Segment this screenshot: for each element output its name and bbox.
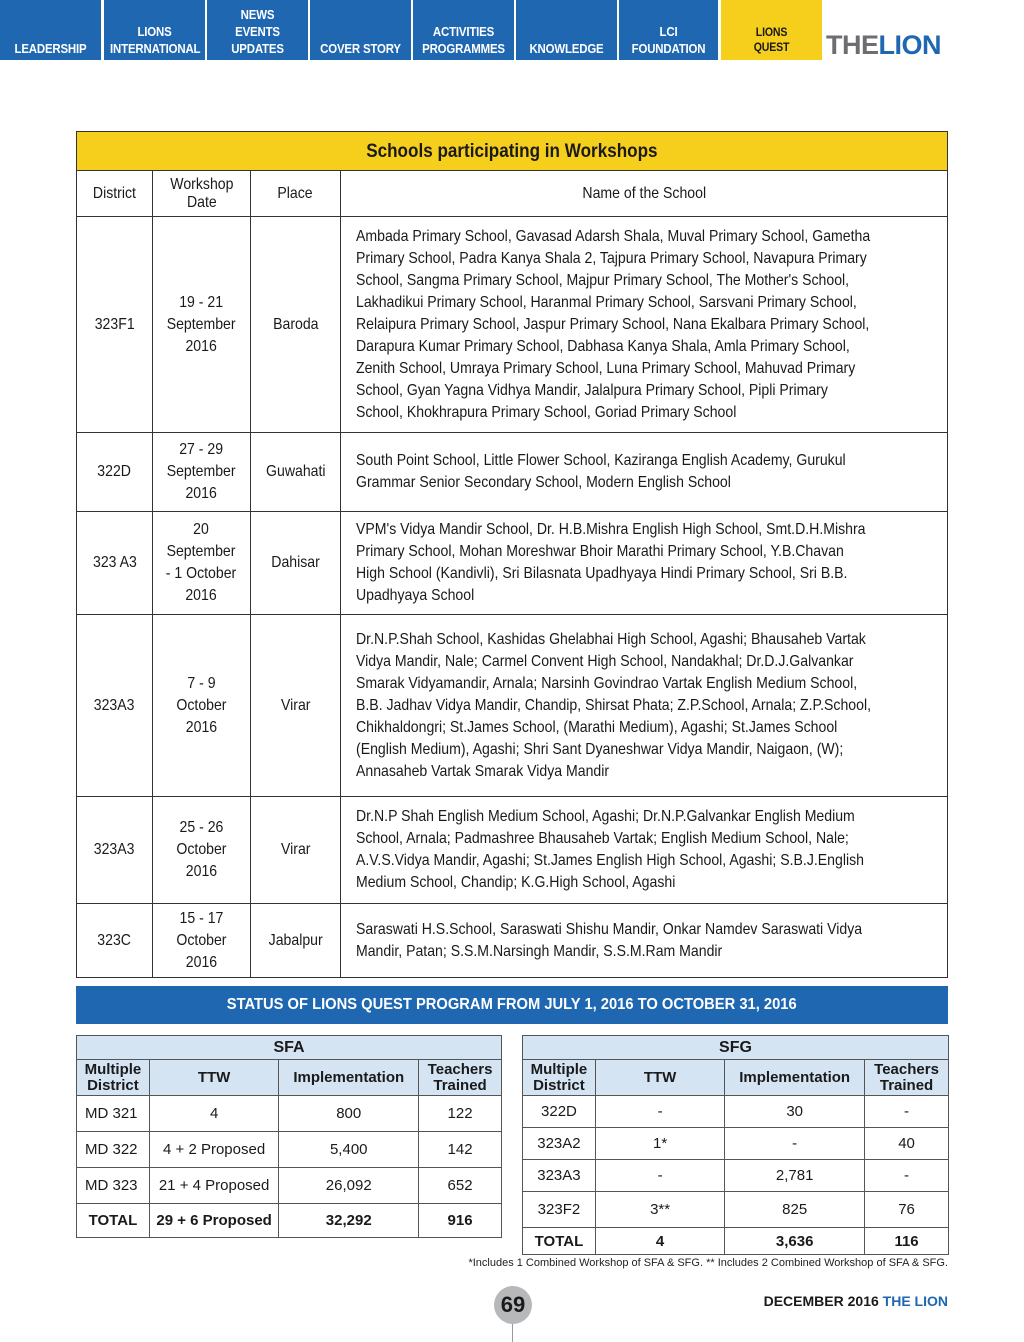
column-header-text: Teachers Trained — [874, 1060, 939, 1094]
place-text: Jabalpur — [268, 931, 323, 949]
header-workshop-date — [153, 171, 251, 216]
place-text: Virar — [280, 696, 311, 714]
nav-tab-label: UPDATES — [231, 41, 284, 56]
row-schools — [341, 433, 947, 511]
table-row — [77, 615, 947, 797]
footer-issue — [764, 1293, 948, 1309]
cell-implementation: 32,292 — [279, 1204, 419, 1238]
cell-district: 322D — [523, 1096, 596, 1128]
place-text: Virar — [280, 841, 311, 858]
table-row — [77, 1168, 502, 1204]
table-row — [77, 797, 947, 904]
nav-tab-label: KNOWLEDGE — [529, 41, 604, 56]
sfg-table — [522, 1035, 949, 1255]
cell-district: 323A3 — [523, 1160, 596, 1192]
cell-ttw: 1* — [595, 1128, 724, 1160]
column-header-implementation: Implementation — [725, 1060, 865, 1096]
cell-district: MD 322 — [77, 1132, 150, 1168]
nav-tab-label: LCI — [659, 24, 678, 39]
row-district — [77, 512, 153, 614]
date-text: 19 - 21 September 2016 — [167, 293, 236, 355]
cell-implementation: - — [725, 1128, 865, 1160]
nav-tab-label: PROGRAMMES — [422, 41, 505, 56]
cell-district: MD 323 — [77, 1168, 150, 1204]
header-district — [77, 171, 153, 216]
cell-district: MD 321 — [77, 1096, 150, 1132]
row-date — [153, 904, 251, 977]
row-schools — [341, 904, 947, 977]
page-number: 69 — [500, 1292, 526, 1317]
nav-tab-label: LIONS — [137, 24, 172, 39]
column-header-text: Multiple District — [84, 1060, 142, 1094]
table-row — [523, 1192, 949, 1228]
cell-implementation: 26,092 — [279, 1168, 419, 1204]
nav-tab-lions-international[interactable] — [104, 0, 205, 60]
header-place-text: Place — [277, 184, 314, 202]
table-row — [77, 904, 947, 977]
header-name-text: Name of the School — [582, 184, 706, 202]
nav-tab-label: ACTIVITIES — [432, 24, 495, 39]
header-district-text: District — [92, 184, 137, 202]
cell-implementation: 2,781 — [725, 1160, 865, 1192]
footer-magazine-name: THE LION — [882, 1293, 948, 1309]
schools-text: Dr.N.P Shah English Medium School, Agashi; Dr.N.P.Galvankar English Medium School, Arnala; Padmashree Bhausaheb Vartak; English Medium School, Nale; A.V.S.Vidya Mandir, Agashi; St.James English High School, Agashi; S.B.J.English Medium School, Chandip; K.G.High School, Agashi — [356, 808, 864, 891]
cell-ttw: 4 — [149, 1096, 279, 1132]
status-banner — [76, 986, 948, 1024]
row-schools — [341, 615, 947, 796]
district-text: 322D — [97, 463, 132, 480]
column-header-district — [77, 1060, 150, 1096]
row-district — [77, 433, 153, 511]
cell-ttw: - — [595, 1096, 724, 1128]
district-text: 323A3 — [94, 841, 135, 858]
schools-table-header-row — [77, 171, 947, 217]
row-place — [251, 615, 341, 796]
table-row — [77, 1096, 502, 1132]
column-header-implementation: Implementation — [279, 1060, 419, 1096]
schools-text: Saraswati H.S.School, Saraswati Shishu Mandir, Onkar Namdev Saraswati Vidya Mandir, Patan; S.S.M.Narsingh Mandir, S.S.M.Ram Mandir — [356, 920, 863, 960]
nav-tab-leadership[interactable] — [0, 0, 101, 60]
row-date — [153, 217, 251, 432]
row-date — [153, 615, 251, 796]
place-text: Baroda — [272, 315, 319, 333]
cell-teachers: 116 — [865, 1228, 949, 1255]
date-text: 15 - 17 October 2016 — [176, 909, 227, 971]
cell-ttw: - — [595, 1160, 724, 1192]
schools-text: South Point School, Little Flower School, Kaziranga English Academy, Gurukul Grammar Senior Secondary School, Modern English School — [356, 452, 846, 491]
sfg-caption: SFG — [523, 1036, 949, 1060]
header-place — [251, 171, 341, 216]
cell-teachers: 76 — [865, 1192, 949, 1228]
schools-table-title — [77, 132, 947, 171]
cell-implementation: 800 — [279, 1096, 419, 1132]
cell-district: 323A2 — [523, 1128, 596, 1160]
cell-implementation: 825 — [725, 1192, 865, 1228]
cell-district: 323F2 — [523, 1192, 596, 1228]
row-district — [77, 904, 153, 977]
nav-tab-label: INTERNATIONAL — [110, 41, 201, 56]
nav-tab-label: QUEST — [753, 40, 790, 54]
nav-tab-activities-programmes[interactable] — [413, 0, 514, 60]
column-header-ttw: TTW — [149, 1060, 279, 1096]
nav-tab-knowledge[interactable] — [516, 0, 617, 60]
district-text: 323A3 — [94, 696, 135, 714]
nav-tab-label: LEADERSHIP — [14, 41, 87, 56]
cell-teachers: 652 — [419, 1168, 502, 1204]
nav-tab-label: LIONS — [755, 25, 788, 39]
column-header-district — [523, 1060, 596, 1096]
page-number-badge — [494, 1286, 532, 1324]
top-navigation — [0, 0, 1024, 60]
status-banner-text: STATUS OF LIONS QUEST PROGRAM FROM JULY 1, 2016 TO OCTOBER 31, 2016 — [227, 996, 797, 1013]
nav-tab-lions-quest[interactable] — [721, 0, 822, 60]
row-schools — [341, 217, 947, 432]
date-text: 7 - 9 October 2016 — [176, 674, 227, 736]
schools-text: Ambada Primary School, Gavasad Adarsh Shala, Muval Primary School, Gametha Primary School, Padra Kanya Shala 2, Tajpura Primary School, Navapura Primary School, Sangma Primary School, Majpur Primary School, The Mother's School, Lakhadikui Primary School, Haranmal Primary School, Sarsvani Primary School, Relaipura Primary School, Jaspur Primary School, Nana Ekalbara Primary School, Darapura Kumar Primary School, Dabhasa Kanya Shala, Amla Primary School, Zenith School, Umraya Primary School, Luna Primary School, Mahuvad Primary School, Gyan Yagna Vidhya Mandir, Jalalpura Primary School, Pipli Primary School, Khokhrapura Primary School, Goriad Primary School — [356, 227, 871, 421]
cell-implementation: 30 — [725, 1096, 865, 1128]
logo-the: THE — [826, 30, 879, 60]
cell-teachers: 916 — [419, 1204, 502, 1238]
table-row — [77, 217, 947, 433]
row-schools — [341, 512, 947, 614]
date-text: 27 - 29 September 2016 — [167, 441, 236, 502]
column-header-teachers — [865, 1060, 949, 1096]
cell-ttw: 21 + 4 Proposed — [149, 1168, 279, 1204]
cell-total-label: TOTAL — [523, 1228, 596, 1255]
date-text: 25 - 26 October 2016 — [176, 819, 227, 880]
date-text: 20 September - 1 October 2016 — [166, 521, 237, 604]
nav-tab-label: COVER STORY — [320, 41, 401, 56]
cell-implementation: 5,400 — [279, 1132, 419, 1168]
nav-tab-news-events-updates[interactable] — [207, 0, 308, 60]
nav-tab-lci-foundation[interactable] — [619, 0, 718, 60]
table-row — [523, 1160, 949, 1192]
sfa-table — [76, 1035, 502, 1238]
cell-total-label: TOTAL — [77, 1204, 150, 1238]
header-school-name — [341, 171, 947, 216]
cell-ttw: 29 + 6 Proposed — [149, 1204, 279, 1238]
schools-text: VPM's Vidya Mandir School, Dr. H.B.Mishra English High School, Smt.D.H.Mishra Primary School, Mohan Moreshwar Bhoir Marathi Primary School, Y.B.Chavan High School (Kandivli), Sri Bilasnata Upadhyaya Hindi Primary School, Sri B.B. Upadhyaya School — [356, 521, 866, 604]
magazine-logo — [826, 30, 941, 61]
footnote: *Includes 1 Combined Workshop of SFA & SFG. ** Includes 2 Combined Workshop of SFA & SFG. — [468, 1257, 948, 1269]
schools-table — [76, 131, 948, 978]
schools-text: Dr.N.P.Shah School, Kashidas Ghelabhai High School, Agashi; Bhausaheb Vartak Vidya Mandir, Nale; Carmel Convent High School, Nandakhal; Dr.D.J.Galvankar Smarak Vidyamandir, Arnala; Narsinh Govindrao Vartak English Medium School, B.B. Jadhav Vidya Mandir, Chandip, Shirsat Phata; Z.P.School, Arnala; Z.P.School, Chikhaldongri; St.James School, (Marathi Medium), Agashi; St.James School (English Medium), Agashi; Shri Sant Dyaneshwar Vidya Mandir, Naigaon, (W); Annasaheb Vartak Smarak Vidya Mandir — [356, 630, 872, 780]
column-header-text: Multiple District — [530, 1060, 588, 1094]
table-row — [523, 1096, 949, 1128]
nav-tab-label: EVENTS — [235, 24, 280, 39]
sfa-caption: SFA — [77, 1036, 502, 1060]
place-text: Guwahati — [265, 463, 326, 480]
place-text: Dahisar — [271, 554, 320, 571]
district-text: 323C — [97, 931, 132, 949]
cell-teachers: 142 — [419, 1132, 502, 1168]
total-row — [523, 1228, 949, 1255]
total-row — [77, 1204, 502, 1238]
row-date — [153, 797, 251, 903]
row-date — [153, 512, 251, 614]
row-place — [251, 433, 341, 511]
cell-teachers: 122 — [419, 1096, 502, 1132]
table-row — [77, 1132, 502, 1168]
cell-teachers: - — [865, 1160, 949, 1192]
row-place — [251, 797, 341, 903]
row-place — [251, 904, 341, 977]
district-text: 323 A3 — [92, 554, 137, 571]
row-schools — [341, 797, 947, 903]
cell-ttw: 4 + 2 Proposed — [149, 1132, 279, 1168]
schools-table-title-text: Schools participating in Workshops — [366, 141, 658, 162]
table-row — [77, 433, 947, 512]
column-header-teachers — [419, 1060, 502, 1096]
row-district — [77, 217, 153, 432]
logo-lion: LION — [878, 30, 941, 60]
table-row — [77, 512, 947, 615]
cell-teachers: - — [865, 1096, 949, 1128]
column-header-ttw: TTW — [595, 1060, 724, 1096]
district-text: 323F1 — [94, 315, 135, 333]
footer-issue-date: DECEMBER 2016 — [763, 1293, 879, 1309]
nav-tab-cover-story[interactable] — [310, 0, 411, 60]
cell-ttw: 3** — [595, 1192, 724, 1228]
cell-teachers: 40 — [865, 1128, 949, 1160]
row-district — [77, 797, 153, 903]
column-header-text: Teachers Trained — [427, 1060, 493, 1094]
row-place — [251, 512, 341, 614]
row-place — [251, 217, 341, 432]
row-district — [77, 615, 153, 796]
cell-ttw: 4 — [595, 1228, 724, 1255]
header-date-text: Workshop Date — [169, 175, 234, 211]
table-row — [523, 1128, 949, 1160]
nav-tab-label: FOUNDATION — [631, 41, 706, 56]
row-date — [153, 433, 251, 511]
nav-tab-label: NEWS — [240, 7, 275, 22]
cell-implementation: 3,636 — [725, 1228, 865, 1255]
